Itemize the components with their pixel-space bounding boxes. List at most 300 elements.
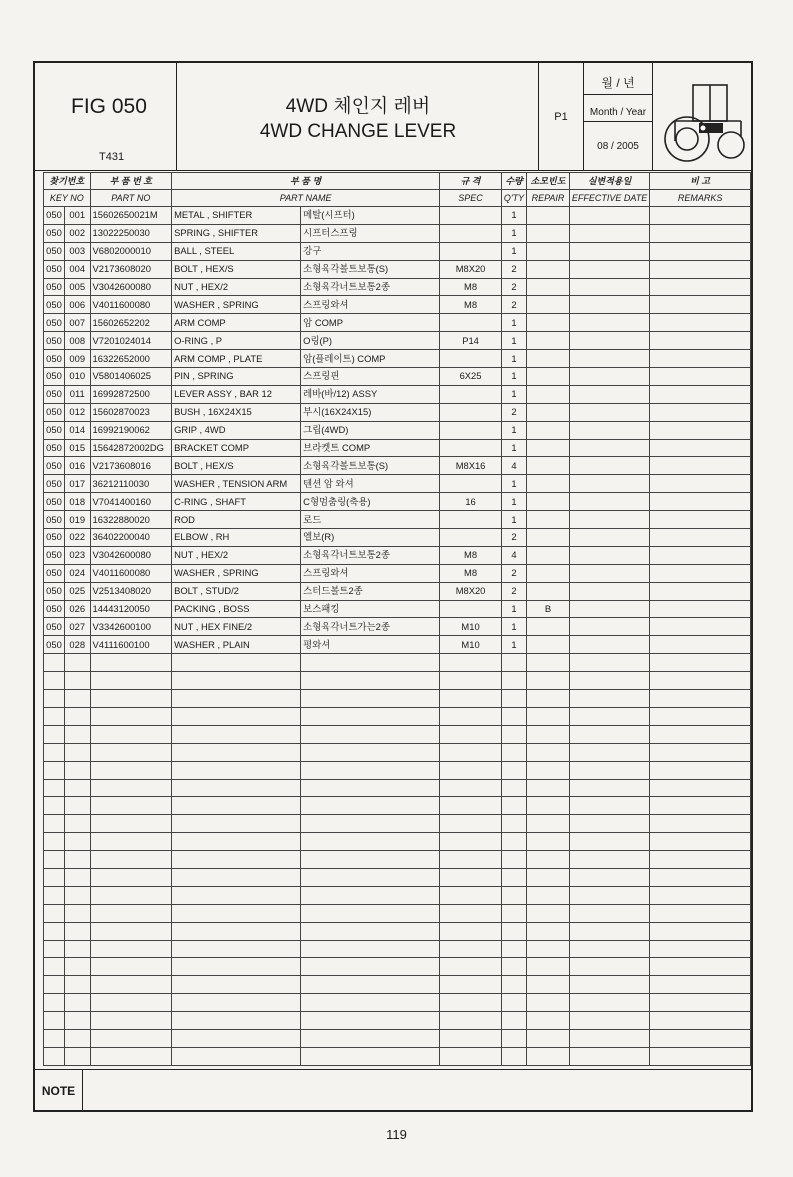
cell-name-kr — [301, 1047, 440, 1065]
cell-name-en: PIN , SPRING — [172, 368, 301, 386]
cell-eff — [569, 743, 649, 761]
cell-rem — [650, 851, 751, 869]
cell-spec: M8 — [440, 564, 502, 582]
cell-part-no — [90, 1029, 172, 1047]
table-row — [44, 940, 751, 958]
cell-eff — [569, 278, 649, 296]
cell-repair — [527, 672, 570, 690]
cell-name-en: BUSH , 16X24X15 — [172, 403, 301, 421]
cell-spec — [440, 1012, 502, 1030]
cell-eff — [569, 242, 649, 260]
header-divider — [652, 63, 653, 170]
cell-name-en: WASHER , SPRING — [172, 296, 301, 314]
cell-qty — [501, 1047, 526, 1065]
cell-fig — [44, 958, 65, 976]
cell-spec — [440, 868, 502, 886]
cell-key: 028 — [64, 636, 90, 654]
table-row — [44, 600, 751, 618]
table-row — [44, 868, 751, 886]
cell-rem — [650, 296, 751, 314]
cell-spec — [440, 1047, 502, 1065]
cell-rem — [650, 421, 751, 439]
cell-qty — [501, 761, 526, 779]
cell-fig — [44, 761, 65, 779]
cell-name-en — [172, 725, 301, 743]
table-row — [44, 385, 751, 403]
col-remarks-kr: 비 고 — [650, 173, 751, 190]
cell-spec — [440, 779, 502, 797]
note-row — [35, 1069, 751, 1111]
page-number: 119 — [386, 1127, 407, 1142]
cell-eff — [569, 833, 649, 851]
cell-key — [64, 994, 90, 1012]
col-qty-en: Q'TY — [501, 190, 526, 207]
cell-spec — [440, 761, 502, 779]
cell-eff — [569, 922, 649, 940]
cell-name-en: BOLT , HEX/S — [172, 260, 301, 278]
table-row — [44, 707, 751, 725]
col-key-kr: 찾기번호 — [44, 173, 91, 190]
cell-qty — [501, 868, 526, 886]
cell-qty — [501, 940, 526, 958]
cell-name-kr: 암(플레이트) COMP — [301, 350, 440, 368]
cell-qty — [501, 690, 526, 708]
cell-part-no — [90, 779, 172, 797]
cell-name-kr — [301, 922, 440, 940]
cell-part-no: 15602652202 — [90, 314, 172, 332]
cell-key: 005 — [64, 278, 90, 296]
cell-name-en — [172, 886, 301, 904]
table-row — [44, 529, 751, 547]
cell-repair — [527, 1029, 570, 1047]
cell-key — [64, 690, 90, 708]
cell-rem — [650, 600, 751, 618]
cell-fig — [44, 851, 65, 869]
table-row — [44, 904, 751, 922]
cell-qty: 2 — [501, 260, 526, 278]
cell-key — [64, 743, 90, 761]
cell-eff — [569, 546, 649, 564]
cell-spec — [440, 994, 502, 1012]
cell-repair — [527, 1047, 570, 1065]
cell-qty — [501, 904, 526, 922]
cell-qty: 2 — [501, 564, 526, 582]
cell-spec: M10 — [440, 618, 502, 636]
cell-part-no: 16992872500 — [90, 385, 172, 403]
cell-key — [64, 725, 90, 743]
month-year-header-kr: 월 / 년 — [601, 76, 635, 90]
cell-spec — [440, 815, 502, 833]
table-row — [44, 743, 751, 761]
cell-eff — [569, 260, 649, 278]
table-row — [44, 368, 751, 386]
cell-name-en — [172, 994, 301, 1012]
cell-rem — [650, 564, 751, 582]
cell-name-en — [172, 851, 301, 869]
cell-spec: M10 — [440, 636, 502, 654]
cell-part-no — [90, 725, 172, 743]
cell-rem — [650, 636, 751, 654]
cell-name-en — [172, 743, 301, 761]
table-row — [44, 851, 751, 869]
cell-eff — [569, 654, 649, 672]
cell-name-en: NUT , HEX/2 — [172, 278, 301, 296]
cell-repair — [527, 350, 570, 368]
cell-fig: 050 — [44, 618, 65, 636]
cell-qty — [501, 725, 526, 743]
cell-repair — [527, 815, 570, 833]
cell-eff — [569, 886, 649, 904]
cell-repair — [527, 403, 570, 421]
cell-rem — [650, 761, 751, 779]
cell-rem — [650, 922, 751, 940]
cell-name-kr: 평와셔 — [301, 636, 440, 654]
cell-name-en — [172, 707, 301, 725]
month-year-label: Month / Year — [589, 107, 647, 118]
cell-key — [64, 672, 90, 690]
cell-qty: 1 — [501, 493, 526, 511]
cell-fig — [44, 690, 65, 708]
cell-fig — [44, 654, 65, 672]
cell-name-en: BRACKET COMP — [172, 439, 301, 457]
cell-eff — [569, 314, 649, 332]
parts-table — [43, 172, 751, 1066]
cell-qty — [501, 779, 526, 797]
table-row — [44, 278, 751, 296]
cell-fig: 050 — [44, 457, 65, 475]
cell-spec — [440, 224, 502, 242]
cell-spec: M8X16 — [440, 457, 502, 475]
table-row — [44, 922, 751, 940]
cell-rem — [650, 868, 751, 886]
cell-eff — [569, 1012, 649, 1030]
cell-rem — [650, 207, 751, 225]
table-row — [44, 725, 751, 743]
cell-key: 023 — [64, 546, 90, 564]
cell-eff — [569, 600, 649, 618]
cell-part-no: V4111600100 — [90, 636, 172, 654]
cell-eff — [569, 690, 649, 708]
cell-eff — [569, 797, 649, 815]
cell-repair — [527, 242, 570, 260]
cell-rem — [650, 958, 751, 976]
cell-rem — [650, 779, 751, 797]
cell-part-no: 16992190062 — [90, 421, 172, 439]
cell-name-en — [172, 672, 301, 690]
cell-repair — [527, 743, 570, 761]
cell-qty — [501, 672, 526, 690]
cell-key: 018 — [64, 493, 90, 511]
cell-part-no: V3042600080 — [90, 278, 172, 296]
cell-name-kr: 소형육각볼트보통(S) — [301, 457, 440, 475]
cell-part-no: V2513408020 — [90, 582, 172, 600]
cell-name-en: NUT , HEX/2 — [172, 546, 301, 564]
cell-key — [64, 654, 90, 672]
table-row — [44, 314, 751, 332]
cell-name-en: SPRING , SHIFTER — [172, 224, 301, 242]
table-row — [44, 1029, 751, 1047]
cell-part-no: 15602650021M — [90, 207, 172, 225]
table-row — [44, 475, 751, 493]
table-row — [44, 564, 751, 582]
cell-eff — [569, 761, 649, 779]
cell-eff — [569, 403, 649, 421]
cell-name-kr: 암 COMP — [301, 314, 440, 332]
cell-spec: 6X25 — [440, 368, 502, 386]
cell-part-no — [90, 833, 172, 851]
cell-key: 010 — [64, 368, 90, 386]
cell-qty — [501, 958, 526, 976]
cell-eff — [569, 636, 649, 654]
table-row — [44, 242, 751, 260]
cell-qty: 2 — [501, 582, 526, 600]
cell-part-no — [90, 797, 172, 815]
cell-part-no: 36212110030 — [90, 475, 172, 493]
col-repair-kr: 소모빈도 — [527, 173, 570, 190]
cell-repair — [527, 904, 570, 922]
cell-name-en: ARM COMP , PLATE — [172, 350, 301, 368]
cell-spec — [440, 743, 502, 761]
cell-spec — [440, 958, 502, 976]
cell-spec — [440, 475, 502, 493]
cell-name-kr: 스프링와셔 — [301, 296, 440, 314]
cell-qty: 4 — [501, 457, 526, 475]
cell-spec — [440, 797, 502, 815]
col-remarks-en: REMARKS — [650, 190, 751, 207]
cell-rem — [650, 904, 751, 922]
cell-qty — [501, 1012, 526, 1030]
cell-qty: 1 — [501, 314, 526, 332]
cell-rem — [650, 403, 751, 421]
cell-fig — [44, 940, 65, 958]
title-english: 4WD CHANGE LEVER — [259, 121, 457, 142]
cell-spec — [440, 976, 502, 994]
cell-name-en — [172, 940, 301, 958]
col-spec-kr: 규 격 — [440, 173, 502, 190]
cell-qty: 1 — [501, 368, 526, 386]
cell-fig: 050 — [44, 564, 65, 582]
cell-part-no — [90, 672, 172, 690]
cell-rem — [650, 690, 751, 708]
cell-eff — [569, 976, 649, 994]
cell-rem — [650, 815, 751, 833]
cell-spec — [440, 385, 502, 403]
table-row — [44, 636, 751, 654]
cell-rem — [650, 439, 751, 457]
cell-key: 011 — [64, 385, 90, 403]
cell-part-no — [90, 690, 172, 708]
cell-repair — [527, 564, 570, 582]
cell-name-kr: C형멈춤링(축용) — [301, 493, 440, 511]
cell-key — [64, 761, 90, 779]
table-row — [44, 350, 751, 368]
cell-spec: M8 — [440, 278, 502, 296]
cell-part-no — [90, 654, 172, 672]
cell-repair — [527, 976, 570, 994]
cell-rem — [650, 886, 751, 904]
cell-rem — [650, 385, 751, 403]
cell-qty: 1 — [501, 224, 526, 242]
cell-eff — [569, 511, 649, 529]
cell-qty — [501, 851, 526, 869]
cell-fig: 050 — [44, 546, 65, 564]
cell-spec — [440, 421, 502, 439]
cell-qty: 1 — [501, 421, 526, 439]
cell-key: 003 — [64, 242, 90, 260]
cell-eff — [569, 707, 649, 725]
cell-key: 016 — [64, 457, 90, 475]
cell-spec — [440, 350, 502, 368]
cell-part-no: V6802000010 — [90, 242, 172, 260]
cell-name-en — [172, 833, 301, 851]
cell-part-no — [90, 851, 172, 869]
cell-rem — [650, 529, 751, 547]
cell-spec — [440, 207, 502, 225]
cell-spec — [440, 922, 502, 940]
cell-fig: 050 — [44, 600, 65, 618]
cell-key — [64, 815, 90, 833]
cell-spec — [440, 600, 502, 618]
col-name-kr: 부 품 명 — [172, 173, 440, 190]
table-row — [44, 260, 751, 278]
cell-fig: 050 — [44, 582, 65, 600]
cell-fig — [44, 1047, 65, 1065]
cell-name-en: BALL , STEEL — [172, 242, 301, 260]
cell-name-en: BOLT , STUD/2 — [172, 582, 301, 600]
cell-fig: 050 — [44, 421, 65, 439]
cell-qty — [501, 654, 526, 672]
cell-name-en — [172, 761, 301, 779]
cell-name-en: WASHER , SPRING — [172, 564, 301, 582]
table-row — [44, 958, 751, 976]
cell-eff — [569, 725, 649, 743]
cell-repair — [527, 529, 570, 547]
cell-fig: 050 — [44, 439, 65, 457]
cell-qty: 1 — [501, 242, 526, 260]
cell-eff — [569, 582, 649, 600]
cell-qty: 1 — [501, 636, 526, 654]
cell-fig — [44, 707, 65, 725]
cell-key: 007 — [64, 314, 90, 332]
cell-rem — [650, 1029, 751, 1047]
cell-qty: 4 — [501, 546, 526, 564]
cell-rem — [650, 260, 751, 278]
cell-qty: 2 — [501, 296, 526, 314]
cell-eff — [569, 779, 649, 797]
cell-spec — [440, 439, 502, 457]
cell-part-no — [90, 904, 172, 922]
cell-part-no — [90, 1012, 172, 1030]
table-row — [44, 797, 751, 815]
cell-key: 024 — [64, 564, 90, 582]
cell-name-kr — [301, 940, 440, 958]
cell-repair — [527, 654, 570, 672]
cell-fig — [44, 1012, 65, 1030]
cell-repair — [527, 636, 570, 654]
cell-name-kr — [301, 958, 440, 976]
cell-repair — [527, 797, 570, 815]
cell-fig: 050 — [44, 511, 65, 529]
cell-part-no: 16322652000 — [90, 350, 172, 368]
cell-eff — [569, 958, 649, 976]
cell-key: 006 — [64, 296, 90, 314]
cell-key: 009 — [64, 350, 90, 368]
cell-spec: M8 — [440, 296, 502, 314]
cell-part-no: V5801406025 — [90, 368, 172, 386]
cell-key: 019 — [64, 511, 90, 529]
table-row — [44, 207, 751, 225]
cell-qty: 2 — [501, 278, 526, 296]
cell-repair — [527, 511, 570, 529]
cell-rem — [650, 332, 751, 350]
cell-repair — [527, 385, 570, 403]
table-row — [44, 672, 751, 690]
cell-qty: 1 — [501, 350, 526, 368]
col-repair-en: REPAIR — [527, 190, 570, 207]
cell-name-kr: 소형육각너트보통2종 — [301, 546, 440, 564]
parts-rows — [44, 207, 751, 1066]
cell-name-en — [172, 958, 301, 976]
table-row — [44, 457, 751, 475]
cell-name-en: BOLT , HEX/S — [172, 457, 301, 475]
cell-repair — [527, 958, 570, 976]
cell-part-no: V2173608016 — [90, 457, 172, 475]
cell-rem — [650, 707, 751, 725]
cell-fig — [44, 833, 65, 851]
cell-name-en: GRIP , 4WD — [172, 421, 301, 439]
cell-name-en: NUT , HEX FINE/2 — [172, 618, 301, 636]
cell-key — [64, 904, 90, 922]
cell-key — [64, 922, 90, 940]
cell-name-kr — [301, 868, 440, 886]
table-row — [44, 332, 751, 350]
cell-fig — [44, 994, 65, 1012]
cell-eff — [569, 332, 649, 350]
table-row — [44, 493, 751, 511]
cell-part-no: 36402200040 — [90, 529, 172, 547]
table-row — [44, 224, 751, 242]
table-row — [44, 439, 751, 457]
cell-name-kr — [301, 904, 440, 922]
cell-rem — [650, 224, 751, 242]
cell-rem — [650, 672, 751, 690]
cell-eff — [569, 1029, 649, 1047]
cell-qty — [501, 976, 526, 994]
cell-name-kr: 보스패킹 — [301, 600, 440, 618]
cell-name-en: ELBOW , RH — [172, 529, 301, 547]
table-row — [44, 976, 751, 994]
cell-eff — [569, 457, 649, 475]
cell-key: 027 — [64, 618, 90, 636]
cell-name-en — [172, 797, 301, 815]
cell-fig: 050 — [44, 260, 65, 278]
cell-spec — [440, 707, 502, 725]
cell-key — [64, 1047, 90, 1065]
cell-part-no: 13022250030 — [90, 224, 172, 242]
cell-name-en — [172, 815, 301, 833]
cell-rem — [650, 457, 751, 475]
cell-qty — [501, 833, 526, 851]
cell-fig: 050 — [44, 296, 65, 314]
cell-repair — [527, 725, 570, 743]
cell-fig: 050 — [44, 207, 65, 225]
col-name-en: PART NAME — [172, 190, 440, 207]
cell-rem — [650, 833, 751, 851]
cell-key — [64, 940, 90, 958]
cell-name-en: O-RING , P — [172, 332, 301, 350]
col-qty-kr: 수량 — [501, 173, 526, 190]
cell-name-en — [172, 1029, 301, 1047]
